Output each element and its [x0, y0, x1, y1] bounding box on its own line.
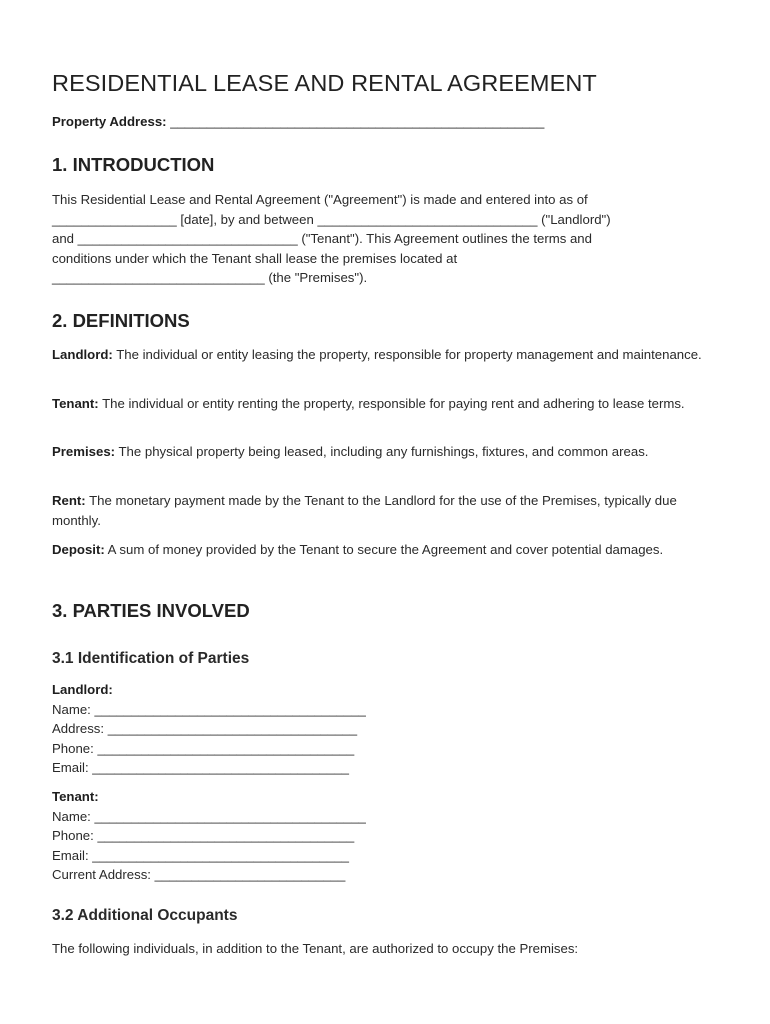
identification-heading: 3.1 Identification of Parties: [52, 650, 250, 667]
landlord-email-field: Email: ___________________________________: [52, 760, 350, 776]
definition-term: Deposit:: [52, 542, 105, 557]
introduction-heading: 1. INTRODUCTION: [52, 154, 215, 175]
tenant-name-field: Name: _____________________________________: [52, 808, 366, 824]
definition-landlord: [52, 345, 720, 365]
definition-text: The physical property being leased, including any furnishings, fixtures, and common areas.: [115, 444, 649, 459]
introduction-paragraph: [52, 190, 611, 288]
definition-premises: [52, 442, 720, 462]
landlord-block: [52, 680, 366, 778]
property-address-line: [52, 114, 544, 129]
introduction-line: _____________________________ (the "Premises").: [52, 270, 368, 286]
tenant-block: [52, 787, 366, 885]
definition-deposit: [52, 540, 720, 560]
definition-text: The monetary payment made by the Tenant to the Landlord for the use of the Premises, typically due monthly.: [52, 493, 677, 528]
introduction-line: and ______________________________ ("Tenant"). This Agreement outlines the terms and: [52, 231, 592, 247]
definitions-heading: 2. DEFINITIONS: [52, 310, 190, 331]
tenant-current-address-field: Current Address: __________________________: [52, 867, 346, 883]
definition-term: Premises:: [52, 444, 116, 459]
property-address-label: Property Address:: [52, 114, 167, 129]
definition-term: Rent:: [52, 493, 86, 508]
definition-tenant: [52, 394, 720, 414]
definition-rent: [52, 491, 720, 530]
definition-text: A sum of money provided by the Tenant to secure the Agreement and cover potential damages.: [104, 542, 664, 557]
parties-heading: 3. PARTIES INVOLVED: [52, 600, 250, 621]
definition-term: Landlord:: [52, 347, 113, 362]
document-title: RESIDENTIAL LEASE AND RENTAL AGREEMENT: [52, 70, 597, 96]
definition-term: Tenant:: [52, 396, 99, 411]
occupants-text: The following individuals, in addition to the Tenant, are authorized to occupy the Premises:: [52, 941, 579, 956]
tenant-phone-field: Phone: ___________________________________: [52, 828, 355, 844]
introduction-line: conditions under which the Tenant shall lease the premises located at: [52, 250, 458, 266]
definition-text: The individual or entity renting the property, responsible for paying rent and adhering to lease terms.: [98, 396, 685, 411]
introduction-line: This Residential Lease and Rental Agreement ("Agreement") is made and entered into as of: [52, 192, 588, 207]
landlord-address-field: Address: __________________________________: [52, 721, 358, 737]
introduction-line: _________________ [date], by and between ______________________________ ("Landlord"): [52, 211, 611, 227]
landlord-phone-field: Phone: ___________________________________: [52, 740, 355, 756]
occupants-heading: 3.2 Additional Occupants: [52, 907, 238, 924]
landlord-name-field: Name: _____________________________________: [52, 701, 366, 717]
tenant-email-field: Email: ___________________________________: [52, 847, 350, 863]
definition-text: The individual or entity leasing the property, responsible for property management and maintenance.: [112, 347, 702, 362]
tenant-label: Tenant:: [52, 789, 99, 804]
property-address-blank: ___________________________________________________: [166, 114, 545, 129]
landlord-label: Landlord:: [52, 682, 113, 697]
